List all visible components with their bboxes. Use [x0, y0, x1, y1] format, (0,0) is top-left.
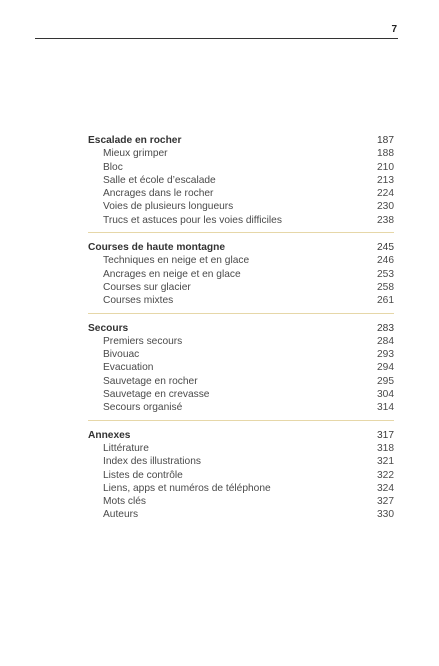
- toc-entry-title: Liens, apps et numéros de téléphone: [103, 482, 271, 494]
- toc-entry-title: Secours organisé: [103, 402, 183, 414]
- toc-section: [88, 322, 394, 415]
- section-divider: [88, 232, 394, 233]
- section-divider: [88, 313, 394, 314]
- toc-section-page: 317: [377, 429, 394, 441]
- toc-entry-title: Listes de contrôle: [103, 469, 183, 481]
- toc-entry-page: 322: [377, 469, 394, 481]
- toc-entry-page: 224: [377, 188, 394, 200]
- toc-entry[interactable]: [88, 294, 394, 307]
- toc-entry-page: 230: [377, 201, 394, 213]
- toc-entry-page: 324: [377, 482, 394, 494]
- toc-entry[interactable]: [88, 174, 394, 187]
- toc-section: [88, 429, 394, 522]
- toc-entry[interactable]: [88, 200, 394, 213]
- table-of-contents: [88, 134, 394, 522]
- toc-entry-page: 261: [377, 295, 394, 307]
- toc-entry-title: Bloc: [103, 161, 123, 173]
- toc-entry[interactable]: [88, 361, 394, 374]
- toc-section-heading[interactable]: [88, 134, 394, 147]
- toc-entry-page: 294: [377, 362, 394, 374]
- toc-entry[interactable]: [88, 254, 394, 267]
- toc-entry[interactable]: [88, 147, 394, 160]
- toc-section-heading[interactable]: [88, 241, 394, 254]
- toc-entry-title: Littérature: [103, 442, 149, 454]
- toc-entry[interactable]: [88, 508, 394, 521]
- toc-entry[interactable]: [88, 442, 394, 455]
- toc-entry-page: 213: [377, 174, 394, 186]
- toc-section: [88, 241, 394, 307]
- toc-entry-title: Trucs et astuces pour les voies difficiles: [103, 214, 282, 226]
- toc-entry-title: Evacuation: [103, 362, 154, 374]
- toc-entry[interactable]: [88, 455, 394, 468]
- toc-entry-title: Salle et école d’escalade: [103, 174, 216, 186]
- toc-entry-title: Mieux grimper: [103, 148, 168, 160]
- toc-section-page: 283: [377, 322, 394, 334]
- toc-entry-page: 295: [377, 375, 394, 387]
- toc-entry-page: 258: [377, 281, 394, 293]
- toc-entry-title: Voies de plusieurs longueurs: [103, 201, 234, 213]
- toc-entry-page: 327: [377, 496, 394, 508]
- toc-entry-title: Mots clés: [103, 496, 147, 508]
- toc-entry[interactable]: [88, 187, 394, 200]
- toc-entry-title: Sauvetage en crevasse: [103, 389, 210, 401]
- toc-entry-title: Courses mixtes: [103, 295, 174, 307]
- toc-entry-title: Ancrages en neige et en glace: [103, 268, 241, 280]
- toc-entry[interactable]: [88, 348, 394, 361]
- toc-section-page: 245: [377, 242, 394, 254]
- section-divider: [88, 420, 394, 421]
- toc-entry-title: Courses sur glacier: [103, 281, 191, 293]
- toc-entry-title: Ancrages dans le rocher: [103, 188, 214, 200]
- toc-entry-page: 314: [377, 402, 394, 414]
- toc-entry-page: 330: [377, 509, 394, 521]
- toc-entry-title: Sauvetage en rocher: [103, 375, 198, 387]
- toc-entry-page: 253: [377, 268, 394, 280]
- toc-entry-title: Techniques en neige et en glace: [103, 255, 250, 267]
- toc-entry[interactable]: [88, 335, 394, 348]
- toc-section-title: Secours: [88, 322, 129, 334]
- toc-entry[interactable]: [88, 388, 394, 401]
- toc-entry[interactable]: [88, 281, 394, 294]
- toc-entry[interactable]: [88, 495, 394, 508]
- toc-section-heading[interactable]: [88, 429, 394, 442]
- toc-entry[interactable]: [88, 401, 394, 414]
- toc-entry-page: 321: [377, 456, 394, 468]
- toc-entry[interactable]: [88, 375, 394, 388]
- toc-entry-title: Index des illustrations: [103, 456, 201, 468]
- toc-entry[interactable]: [88, 469, 394, 482]
- toc-entry-page: 210: [377, 161, 394, 173]
- toc-section-heading[interactable]: [88, 322, 394, 335]
- toc-entry[interactable]: [88, 161, 394, 174]
- toc-entry-title: Premiers secours: [103, 335, 183, 347]
- toc-entry[interactable]: [88, 268, 394, 281]
- toc-section-page: 187: [377, 135, 394, 146]
- toc-entry[interactable]: [88, 214, 394, 227]
- page-number: 7: [391, 24, 397, 35]
- toc-entry-title: Auteurs: [103, 509, 139, 521]
- toc-entry-title: Bivouac: [103, 349, 140, 361]
- toc-entry-page: 284: [377, 335, 394, 347]
- toc-section: [88, 134, 394, 227]
- toc-entry-page: 246: [377, 255, 394, 267]
- toc-entry-page: 238: [377, 214, 394, 226]
- toc-entry-page: 188: [377, 148, 394, 160]
- toc-section-title: Courses de haute montagne: [88, 242, 225, 254]
- header-rule: [35, 38, 398, 39]
- toc-section-title: Annexes: [88, 429, 131, 441]
- toc-entry-page: 304: [377, 389, 394, 401]
- toc-entry-page: 293: [377, 349, 394, 361]
- toc-entry[interactable]: [88, 482, 394, 495]
- toc-section-title: Escalade en rocher: [88, 135, 182, 146]
- toc-entry-page: 318: [377, 442, 394, 454]
